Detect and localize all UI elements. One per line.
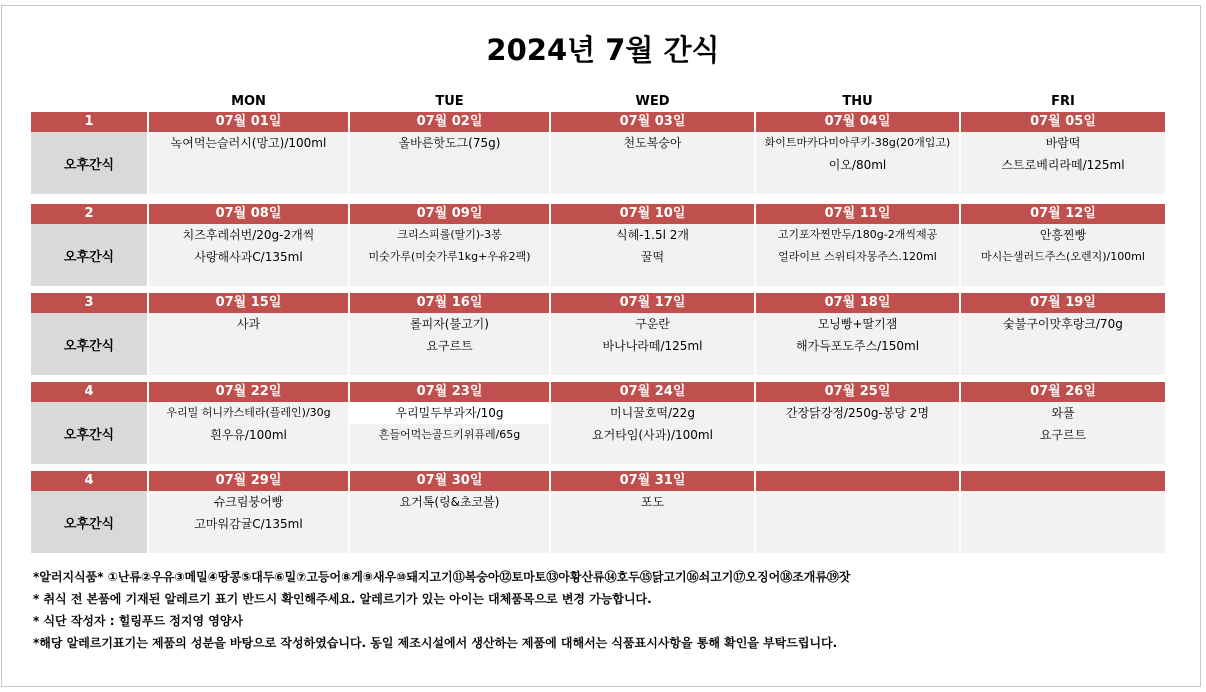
menu-item: 요구르트 <box>426 339 473 353</box>
menu-item: 요거타임(사과)/100ml <box>592 428 713 442</box>
menu-item: 마시는샐러드주스(오렌지)/100ml <box>981 250 1145 263</box>
date-label: 07월 15일 <box>149 293 348 313</box>
menu-items <box>961 402 1165 464</box>
meal-label: 오후간식 <box>31 313 147 375</box>
menu-item: 꿀떡 <box>640 250 665 264</box>
date-label: 07월 24일 <box>551 382 754 402</box>
day-header-wed: WED <box>635 94 670 109</box>
author-note: * 식단 작성자 : 힐링푸드 정지영 영양사 <box>33 614 244 628</box>
date-label: 07월 18일 <box>756 293 959 313</box>
week-row-4 <box>31 382 1165 464</box>
week-number: 3 <box>31 293 147 313</box>
menu-items <box>756 224 959 286</box>
menu-item: 포도 <box>640 495 665 509</box>
meal-label: 오후간식 <box>31 132 147 194</box>
date-label: 07월 09일 <box>350 204 549 224</box>
menu-item: 화이트마카다미아쿠키-38g(20개입고) <box>764 136 951 149</box>
allergy-check-note: * 취식 전 본품에 기재된 알레르기 표기 반드시 확인해주세요. 알레르기가 있는 아이는 대체품목으로 변경 가능합니다. <box>33 592 652 606</box>
menu-items <box>149 491 348 553</box>
date-label: 07월 11일 <box>756 204 959 224</box>
menu-items <box>350 132 549 194</box>
menu-items <box>149 224 348 286</box>
date-label: 07월 12일 <box>961 204 1165 224</box>
day-header-fri: FRI <box>1051 94 1075 109</box>
menu-item: 미숫가루(미숫가루1kg+우유2팩) <box>368 250 531 263</box>
meal-label: 오후간식 <box>31 402 147 464</box>
week-number: 1 <box>31 112 147 132</box>
week-number: 2 <box>31 204 147 224</box>
date-label <box>961 471 1165 491</box>
menu-items <box>149 313 348 375</box>
menu-item: 슈크림붕어빵 <box>213 495 284 509</box>
menu-items <box>551 313 754 375</box>
menu-items <box>149 402 348 464</box>
week-row-1 <box>31 112 1165 194</box>
menu-item: 치즈후레쉬번/20g-2개씩 <box>182 228 315 242</box>
menu-items <box>756 491 959 553</box>
menu-item: 요거톡(링&초코볼) <box>399 495 500 509</box>
date-label: 07월 05일 <box>961 112 1165 132</box>
menu-item: 미니꿀호떡/22g <box>610 406 695 420</box>
week-row-3 <box>31 293 1165 375</box>
menu-item: 사과 <box>236 317 261 331</box>
menu-item: 구운란 <box>635 317 670 331</box>
date-label: 07월 29일 <box>149 471 348 491</box>
menu-items <box>551 132 754 194</box>
menu-items <box>961 224 1165 286</box>
menu-items <box>149 132 348 194</box>
menu-item: 얼라이브 스위티자몽주스.120ml <box>778 250 937 263</box>
week-row-5 <box>31 471 1165 553</box>
menu-items <box>350 402 549 464</box>
meal-label: 오후간식 <box>31 491 147 553</box>
allergen-list-note: *알러지식품* ①난류②우유③메밀④땅콩⑤대두⑥밀⑦고등어⑧게⑨새우⑩돼지고기⑪복숭아⑫토마토⑬아황산류⑭호두⑮닭고기⑯쇠고기⑰오징어⑱조개류⑲잣 <box>33 570 851 584</box>
menu-items <box>756 402 959 464</box>
menu-items <box>551 491 754 553</box>
date-label: 07월 19일 <box>961 293 1165 313</box>
week-number: 4 <box>31 471 147 491</box>
date-label: 07월 08일 <box>149 204 348 224</box>
date-label: 07월 17일 <box>551 293 754 313</box>
menu-item: 요구르트 <box>1039 428 1087 442</box>
date-label: 07월 01일 <box>149 112 348 132</box>
menu-item: 간장닭강정/250g-봉당 2명 <box>785 406 930 420</box>
menu-item: 와플 <box>1051 406 1075 420</box>
menu-item: 고기포자찐만두/180g-2개씩제공 <box>777 228 938 241</box>
menu-items <box>961 132 1165 194</box>
menu-item: 사랑해사과C/135ml <box>194 250 303 264</box>
date-label: 07월 16일 <box>350 293 549 313</box>
menu-item: 바나나라떼/125ml <box>602 339 703 353</box>
menu-item: 크리스피롤(딸기)-3봉 <box>397 228 502 241</box>
menu-items <box>551 224 754 286</box>
day-header-mon: MON <box>231 94 266 109</box>
disclaimer-note: *해당 알레르기표기는 제품의 성분을 바탕으로 작성하였습니다. 동일 제조시설에서 생산하는 제품에 대해서는 식품표시사항을 통해 확인을 부탁드립니다. <box>33 636 838 650</box>
menu-item: 식혜-1.5l 2개 <box>616 228 689 242</box>
notes-section <box>33 566 851 654</box>
menu-item: 우리밀두부과자/10g <box>350 402 549 424</box>
day-header-thu: THU <box>842 94 873 109</box>
week-number: 4 <box>31 382 147 402</box>
date-label: 07월 04일 <box>756 112 959 132</box>
date-label <box>756 471 959 491</box>
date-label: 07월 10일 <box>551 204 754 224</box>
date-label: 07월 22일 <box>149 382 348 402</box>
menu-item: 올바른핫도그(75g) <box>398 136 501 150</box>
menu-item: 롤피자(불고기) <box>410 317 489 331</box>
menu-items <box>756 313 959 375</box>
menu-items <box>350 224 549 286</box>
date-label: 07월 02일 <box>350 112 549 132</box>
menu-item: 흔들어먹는골드키위퓨레/65g <box>378 428 521 441</box>
meal-label: 오후간식 <box>31 224 147 286</box>
menu-item: 고마워감귤C/135ml <box>194 517 303 531</box>
menu-item: 천도복숭아 <box>623 136 682 150</box>
menu-items <box>756 132 959 194</box>
date-label: 07월 26일 <box>961 382 1165 402</box>
menu-item: 해가득포도주스/150ml <box>795 339 920 353</box>
menu-item: 녹여먹는슬러시(망고)/100ml <box>170 136 327 150</box>
date-label: 07월 25일 <box>756 382 959 402</box>
menu-item: 안흥찐빵 <box>1039 228 1087 242</box>
date-label: 07월 03일 <box>551 112 754 132</box>
menu-items <box>350 491 549 553</box>
menu-item: 바람떡 <box>1045 136 1081 150</box>
menu-item: 숯불구이맛후랑크/70g <box>1003 317 1123 331</box>
menu-item: 흰우유/100ml <box>210 428 287 442</box>
menu-items <box>551 402 754 464</box>
menu-item: 모닝빵+딸기잼 <box>817 317 898 331</box>
menu-items <box>350 313 549 375</box>
menu-item: 이오/80ml <box>828 158 887 172</box>
date-label: 07월 23일 <box>350 382 549 402</box>
menu-items <box>961 491 1165 553</box>
week-row-2 <box>31 204 1165 286</box>
menu-item: 우리밀 허니카스테라(플레인)/30g <box>166 406 331 419</box>
date-label: 07월 31일 <box>551 471 754 491</box>
date-label: 07월 30일 <box>350 471 549 491</box>
day-header-tue: TUE <box>435 94 464 109</box>
menu-item: 스트로베리라떼/125ml <box>1001 158 1125 172</box>
menu-items <box>961 313 1165 375</box>
page-title: 2024년 7월 간식 <box>486 33 720 67</box>
